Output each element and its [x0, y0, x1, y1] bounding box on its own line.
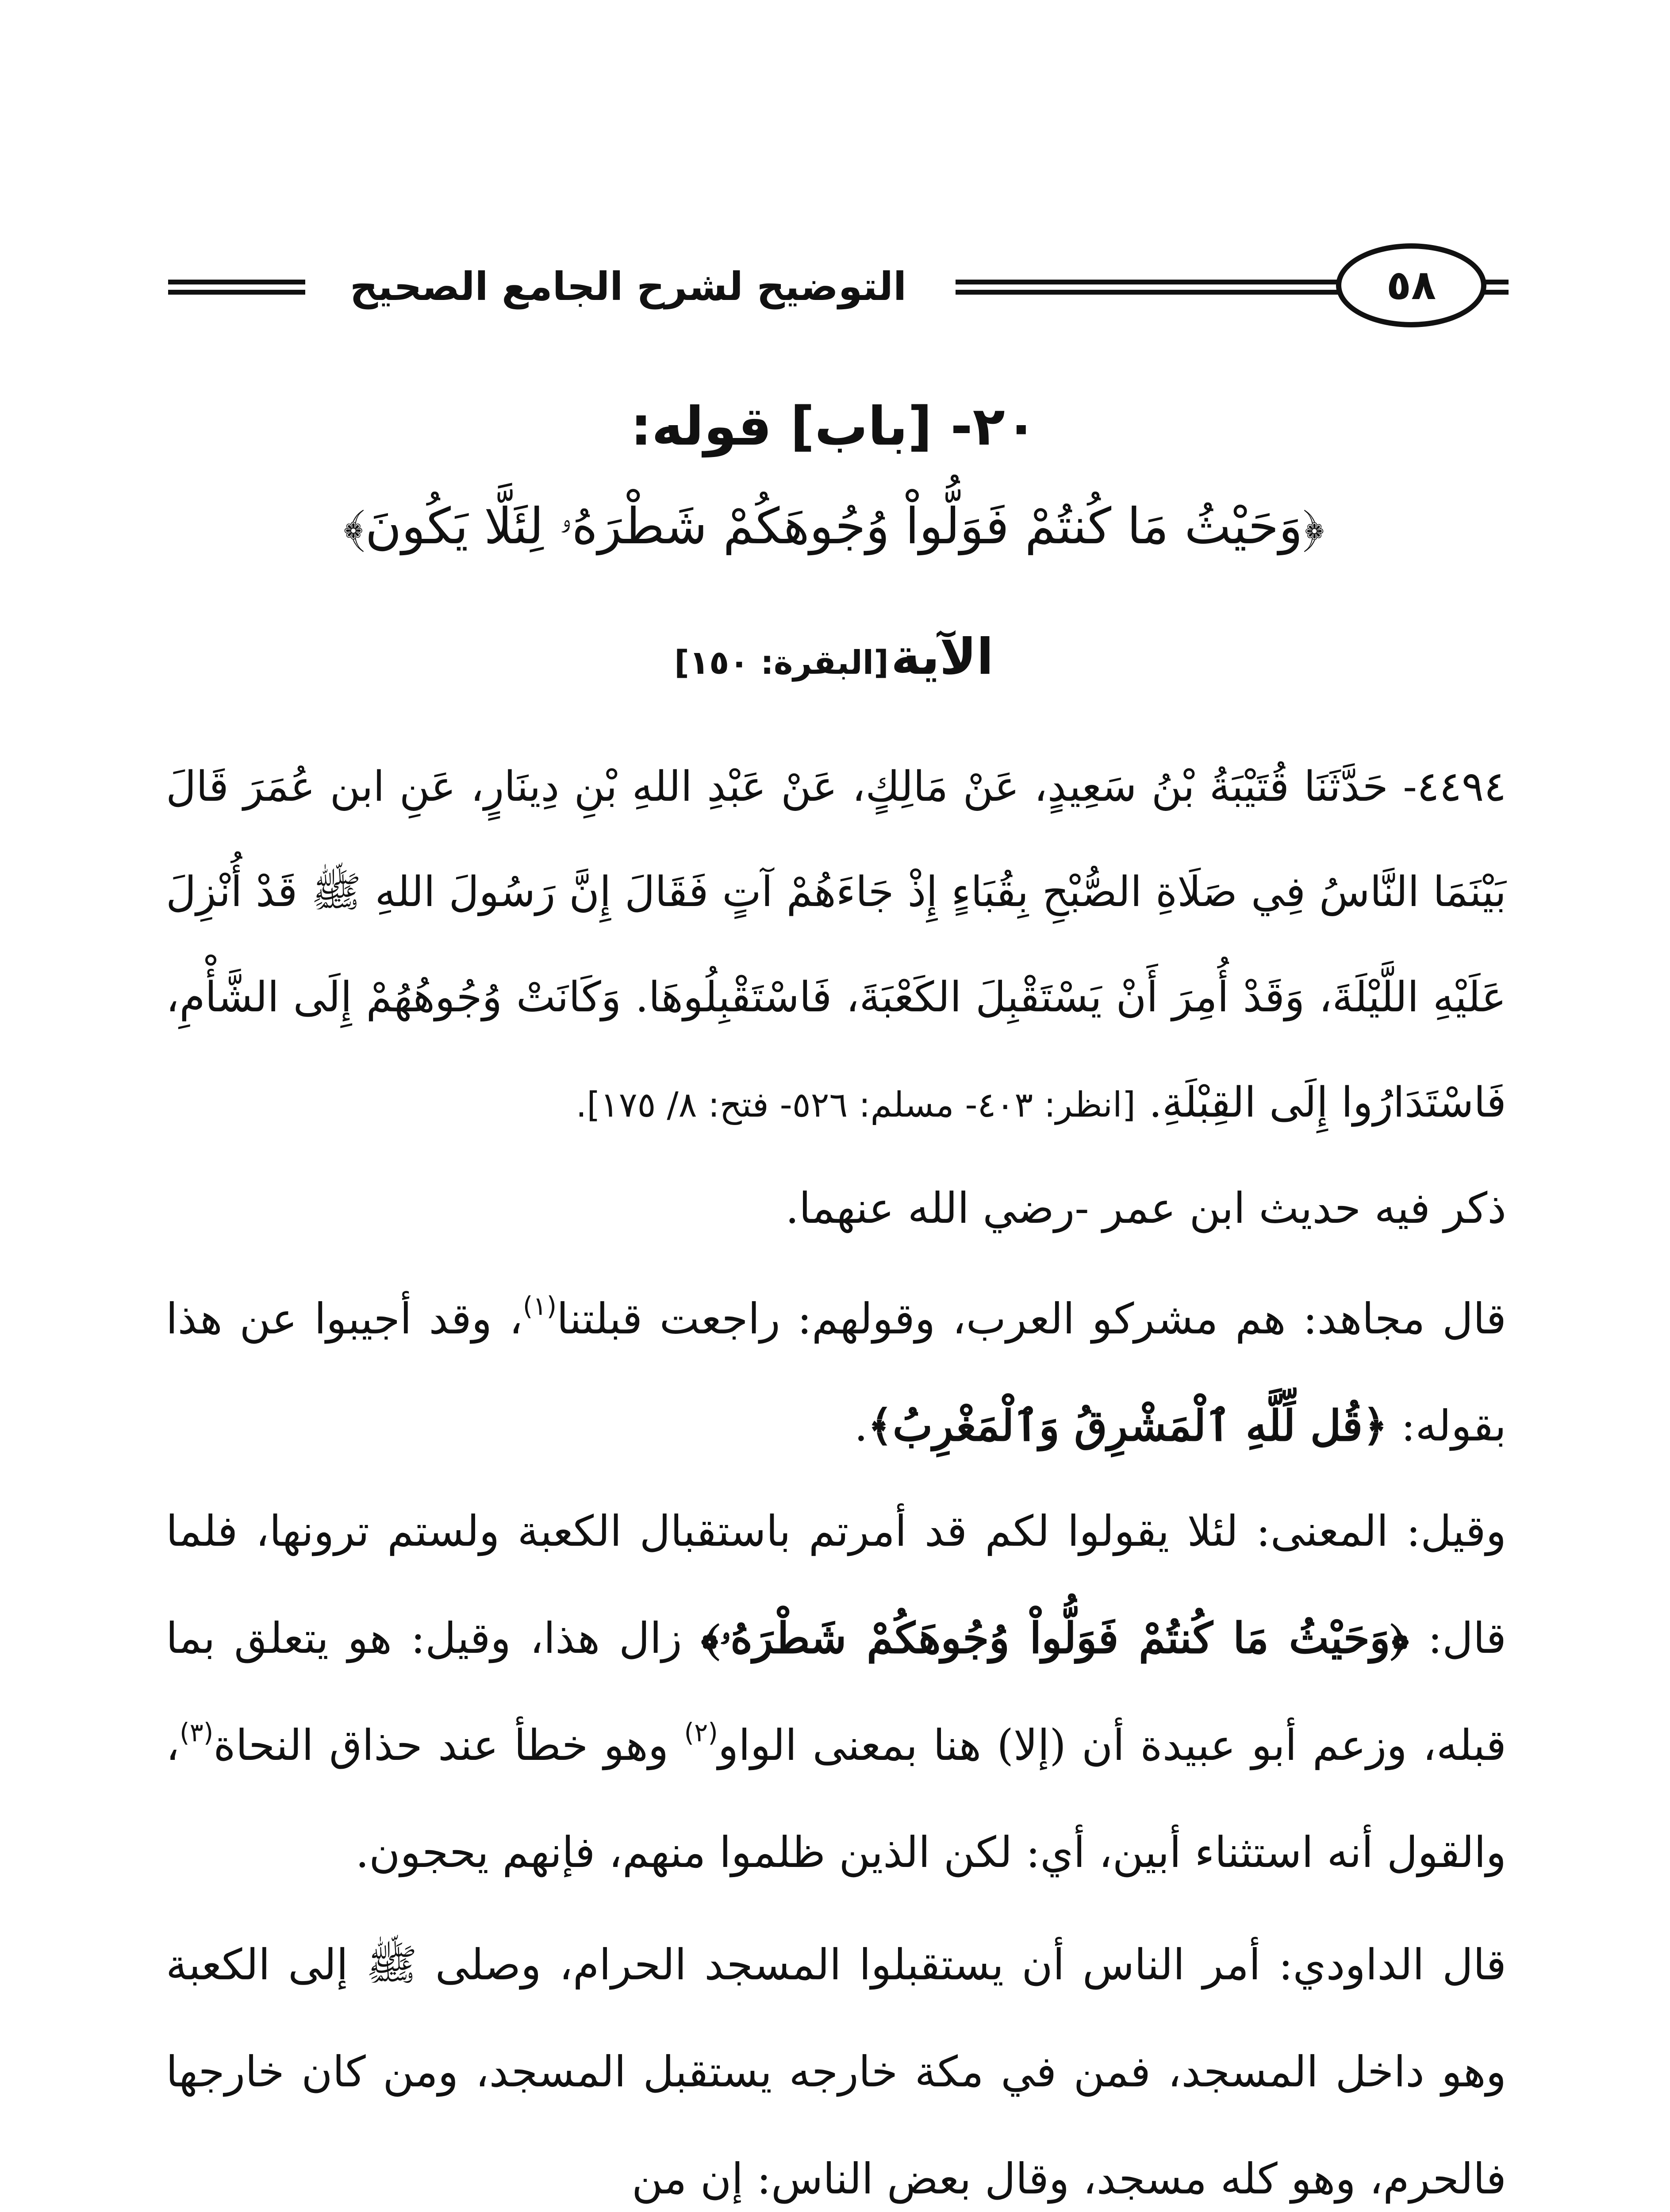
- hadith-text: [166, 734, 1555, 1158]
- paragraph-4-text: قال الداودي: أمر الناس أن يستقبلوا المسجد الحرام، وصلى ﷺ إلى الكعبة وهو داخل المسجد، فمن في مكة خارجه يستقبل المسجد، ومن كان خارجها فالحرم، وهو كله مسجد، وقال بعض الناس: إن من: [166, 1940, 1506, 2204]
- page-header: [168, 234, 1509, 341]
- paragraph-2-text-b: ، وقد أجيبوا عن هذا بقوله:: [166, 1294, 1506, 1451]
- paragraph-2-end: .: [854, 1401, 868, 1451]
- chapter-title: ٢٠- [باب] قوله:: [630, 396, 1037, 457]
- paragraph-3-text-c: وهو خطأ عند حذاق النحاة: [213, 1720, 684, 1770]
- paragraph-3-text-d: ، والقول أنه استثناء أبين، أي: لكن الذين ظلموا منهم، فإنهم يحجون.: [166, 1720, 1506, 1877]
- header-rule-right: [1484, 280, 1509, 295]
- footnote-marker-1[interactable]: (١): [522, 1291, 557, 1321]
- header-rule-left: [168, 280, 305, 295]
- quran-quote-2: ﴿وَحَيْثُ مَا كُنتُمْ فَوَلُّواْ وُجُوهَكُمْ شَطْرَهُۥ﴾: [701, 1613, 1409, 1663]
- running-title: التوضيح لشرح الجامع الصحيح: [349, 264, 907, 309]
- paragraph-3: [166, 1478, 1555, 1906]
- hadith-body: ٤٤٩٤- حَدَّثَنَا قُتَيْبَةُ بْنُ سَعِيدٍ، عَنْ مَالِكٍ، عَنْ عَبْدِ اللهِ بْنِ دِينَارٍ، عَنِ ابن عُمَرَ قَالَ بَيْنَمَا النَّاسُ فِي صَلَاةِ الصُّبْحِ بِقُبَاءٍ إِذْ جَاءَهُمْ آتٍ فَقَالَ إِنَّ رَسُولَ اللهِ ﷺ قَدْ أُنْزِلَ عَلَيْهِ اللَّيْلَةَ، وَقَدْ أُمِرَ أَنْ يَسْتَقْبِلَ الكَعْبَةَ، فَاسْتَقْبِلُوهَا. وَكَانَتْ وُجُوهُهُمْ إِلَى الشَّأْمِ، فَاسْتَدَارُوا إِلَى القِبْلَةِ.: [166, 763, 1506, 1127]
- paragraph-2-text-a: قال مجاهد: هم مشركو العرب، وقولهم: راجعت قبلتنا: [557, 1294, 1507, 1344]
- paragraph-1-text: ذكر فيه حديث ابن عمر -رضي الله عنهما.: [785, 1183, 1506, 1233]
- paragraph-1: [166, 1155, 1555, 1262]
- paragraph-3-text-b: زال هذا، وقيل: هو يتعلق بما قبله، وزعم أبو عبيدة أن (إلا) هنا بمعنى الواو: [166, 1613, 1507, 1770]
- surah-reference: [البقرة: ١٥٠]: [674, 644, 889, 682]
- paragraph-3-text-a: وقيل: المعنى: لئلا يقولوا لكم قد أمرتم باستقبال الكعبة ولستم ترونها، فلما قال:: [166, 1506, 1507, 1663]
- footnote-marker-3[interactable]: (٣): [179, 1717, 214, 1747]
- aya-word: الآية: [891, 628, 994, 686]
- page-number: ٥٨: [1336, 243, 1486, 327]
- paragraph-4: [166, 1911, 1555, 2212]
- quran-verse-heading: ﴿وَحَيْثُ مَا كُنتُمْ فَوَلُّواْ وُجُوهَكُمْ شَطْرَهُۥ لِئَلَّا يَكُونَ﴾: [343, 498, 1325, 555]
- footnote-marker-2[interactable]: (٢): [684, 1717, 718, 1747]
- hadith-reference: [انظر: ٤٠٣- مسلم: ٥٢٦- فتح: ٨/ ١٧٥].: [576, 1085, 1136, 1125]
- quran-quote-1: ﴿قُل لِّلَّهِ ٱلْمَشْرِقُ وَٱلْمَغْرِبُ﴾: [868, 1401, 1388, 1451]
- verse-reference: [168, 624, 1500, 705]
- paragraph-2: [166, 1265, 1555, 1479]
- header-rule-middle: [956, 280, 1398, 295]
